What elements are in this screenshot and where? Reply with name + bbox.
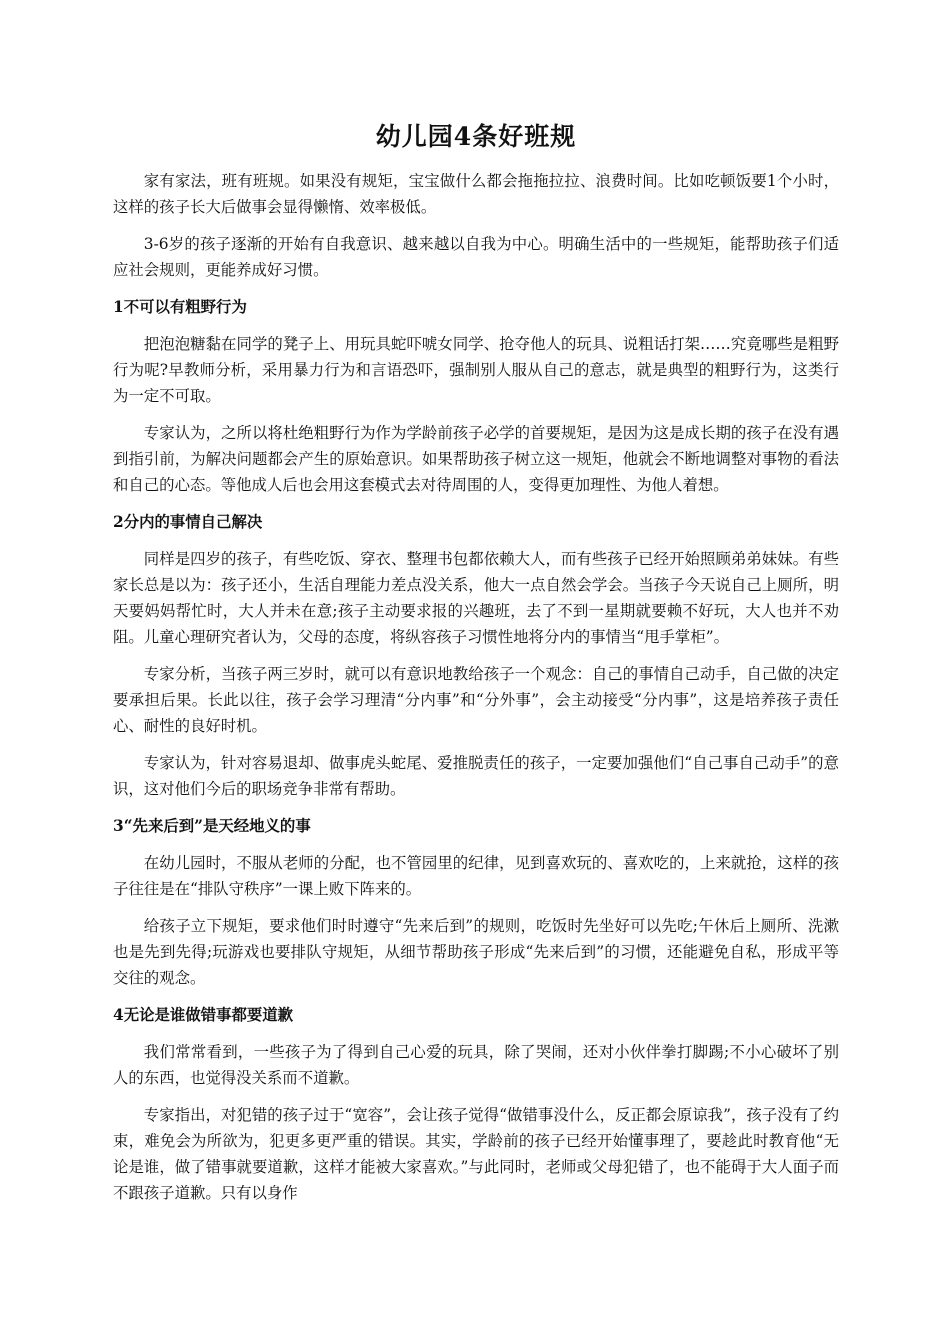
- section-heading-3: 3“先来后到”是天经地义的事: [113, 817, 311, 835]
- section-4-paragraph-1: 我们常常看到，一些孩子为了得到自己心爱的玩具，除了哭闹，还对小伙伴拳打脚踢;不小心破坏了别人的东西，也觉得没关系而不道歉。: [113, 1043, 839, 1087]
- section-1: [113, 294, 839, 498]
- page-title: 幼儿园4条好班规: [375, 122, 577, 151]
- section-3-paragraph-2: 给孩子立下规矩，要求他们时时遵守“先来后到”的规则，吃饭时先坐好可以先吃;午休后上厕所、洗漱也是先到先得;玩游戏也要排队守规矩，从细节帮助孩子形成“先来后到”的习惯，还能避免自私，形成平等交往的观念。: [113, 917, 839, 987]
- section-4-paragraph-2: 专家指出，对犯错的孩子过于“宽容”，会让孩子觉得“做错事没什么，反正都会原谅我”，孩子没有了约束，难免会为所欲为，犯更多更严重的错误。其实，学龄前的孩子已经开始懂事理了，要趁此时教育他“无论是谁，做了错事就要道歉，这样才能被大家喜欢。”与此同时，老师或父母犯错了，也不能碍于大人面子而不跟孩子道歉。只有以身作: [113, 1106, 839, 1202]
- document-page: [113, 118, 839, 1217]
- section-2-paragraph-1: 同样是四岁的孩子，有些吃饭、穿衣、整理书包都依赖大人，而有些孩子已经开始照顾弟弟妹妹。有些家长总是以为：孩子还小，生活自理能力差点没关系，他大一点自然会学会。当孩子今天说自己上厕所，明天要妈妈帮忙时，大人并未在意;孩子主动要求报的兴趣班，去了不到一星期就要赖不好玩，大人也并不劝阻。儿童心理研究者认为，父母的态度，将纵容孩子习惯性地将分内的事情当“甩手掌柜”。: [113, 550, 839, 646]
- section-2-paragraph-3: 专家认为，针对容易退却、做事虎头蛇尾、爱推脱责任的孩子，一定要加强他们“自己事自己动手”的意识，这对他们今后的职场竞争非常有帮助。: [113, 754, 839, 798]
- section-2: [113, 509, 839, 802]
- section-1-paragraph-2: 专家认为，之所以将杜绝粗野行为作为学龄前孩子必学的首要规矩，是因为这是成长期的孩子在没有遇到指引前，为解决问题都会产生的原始意识。如果帮助孩子树立这一规矩，他就会不断地调整对事物的看法和自己的心态。等他成人后也会用这套模式去对待周围的人，变得更加理性、为他人着想。: [113, 424, 839, 494]
- intro-paragraph-1: 家有家法，班有班规。如果没有规矩，宝宝做什么都会拖拖拉拉、浪费时间。比如吃顿饭要1个小时，这样的孩子长大后做事会显得懒惰、效率极低。: [113, 172, 839, 216]
- section-heading-4: 4无论是谁做错事都要道歉: [113, 1006, 294, 1024]
- section-4: [113, 1002, 839, 1206]
- intro-paragraph-2: 3-6岁的孩子逐渐的开始有自我意识、越来越以自我为中心。明确生活中的一些规矩，能帮助孩子们适应社会规则，更能养成好习惯。: [113, 235, 839, 279]
- section-heading-2: 2分内的事情自己解决: [113, 513, 263, 531]
- section-1-paragraph-1: 把泡泡糖黏在同学的凳子上、用玩具蛇吓唬女同学、抢夺他人的玩具、说粗话打架……究竟哪些是粗野行为呢?早教师分析，采用暴力行为和言语恐吓，强制别人服从自己的意志，就是典型的粗野行为，这类行为一定不可取。: [113, 335, 839, 405]
- section-heading-1: 1不可以有粗野行为: [113, 298, 247, 316]
- section-3-paragraph-1: 在幼儿园时，不服从老师的分配，也不管园里的纪律，见到喜欢玩的、喜欢吃的，上来就抢，这样的孩子往往是在“排队守秩序”一课上败下阵来的。: [113, 854, 839, 898]
- section-3: [113, 813, 839, 991]
- section-2-paragraph-2: 专家分析，当孩子两三岁时，就可以有意识地教给孩子一个观念：自己的事情自己动手，自己做的决定要承担后果。长此以往，孩子会学习理清“分内事”和“分外事”，会主动接受“分内事”，这是培养孩子责任心、耐性的良好时机。: [113, 665, 839, 735]
